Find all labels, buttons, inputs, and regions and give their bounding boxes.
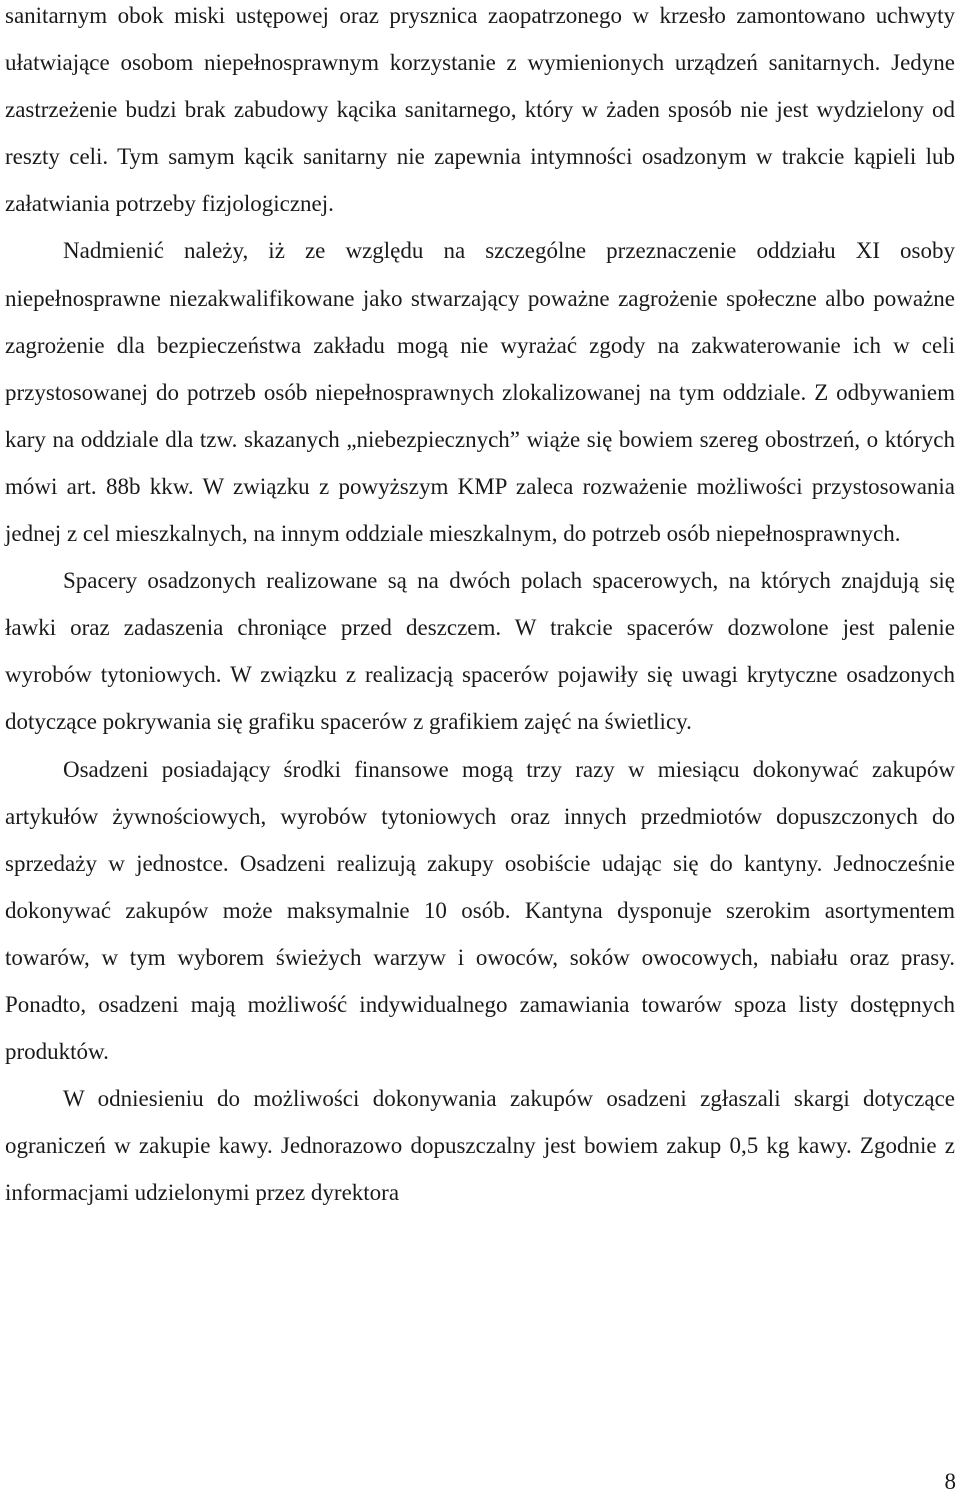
paragraph-4: Osadzeni posiadający środki finansowe mogą trzy razy w miesiącu dokonywać zakupów artykułów żywnościowych, wyrobów tytoniowych oraz innych przedmiotów dopuszczonych do sprzedaży w jednostce. Osadzeni realizują zakupy osobiście udając się do kantyny. Jednocześnie dokonywać zakupów może maksymalnie 10 osób. Kantyna dysponuje szerokim asortymentem towarów, w tym wyborem świeżych warzyw i owoców, soków owocowych, nabiału oraz prasy. Ponadto, osadzeni mają możliwość indywidualnego zamawiania towarów spoza listy dostępnych produktów. bbox=[5, 756, 955, 1065]
paragraph-5: W odniesieniu do możliwości dokonywania zakupów osadzeni zgłaszali skargi dotyczące ograniczeń w zakupie kawy. Jednorazowo dopuszczalny jest bowiem zakup 0,5 kg kawy. Zgodnie z informacjami udzielonymi przez dyrektora bbox=[5, 1086, 955, 1206]
paragraph-2: Nadmienić należy, iż ze względu na szczególne przeznaczenie oddziału XI osoby niepełnosprawne niezakwalifikowane jako stwarzający poważne zagrożenie społeczne albo poważne zagrożenie dla bezpieczeństwa zakładu mogą nie wyrażać zgody na zakwaterowanie ich w celi przystosowanej do potrzeb osób niepełnosprawnych zlokalizowanej na tym oddziale. Z odbywaniem kary na oddziale dla tzw. skazanych „niebezpiecznych” wiąże się bowiem szereg obostrzeń, o których mówi art. 88b kkw. W związku z powyższym KMP zaleca rozważenie możliwości przystosowania jednej z cel mieszkalnych, na innym oddziale mieszkalnym, do potrzeb osób niepełnosprawnych. bbox=[5, 238, 955, 547]
paragraph-3: Spacery osadzonych realizowane są na dwóch polach spacerowych, na których znajdują się ławki oraz zadaszenia chroniące przed deszczem. W trakcie spacerów dozwolone jest palenie wyrobów tytoniowych. W związku z realizacją spacerów pojawiły się uwagi krytyczne osadzonych dotyczące pokrywania się grafiku spacerów z grafikiem zajęć na świetlicy. bbox=[5, 568, 955, 735]
document-body bbox=[5, 0, 955, 1216]
paragraph-1: sanitarnym obok miski ustępowej oraz prysznica zaopatrzonego w krzesło zamontowano uchwyty ułatwiające osobom niepełnosprawnym korzystanie z wymienionych urządzeń sanitarnych. Jedyne zastrzeżenie budzi brak zabudowy kącika sanitarnego, który w żaden sposób nie jest wydzielony od reszty celi. Tym samym kącik sanitarny nie zapewnia intymności osadzonym w trakcie kąpieli lub załatwiania potrzeby fizjologicznej. bbox=[5, 3, 955, 217]
page-number: 8 bbox=[944, 1469, 956, 1494]
